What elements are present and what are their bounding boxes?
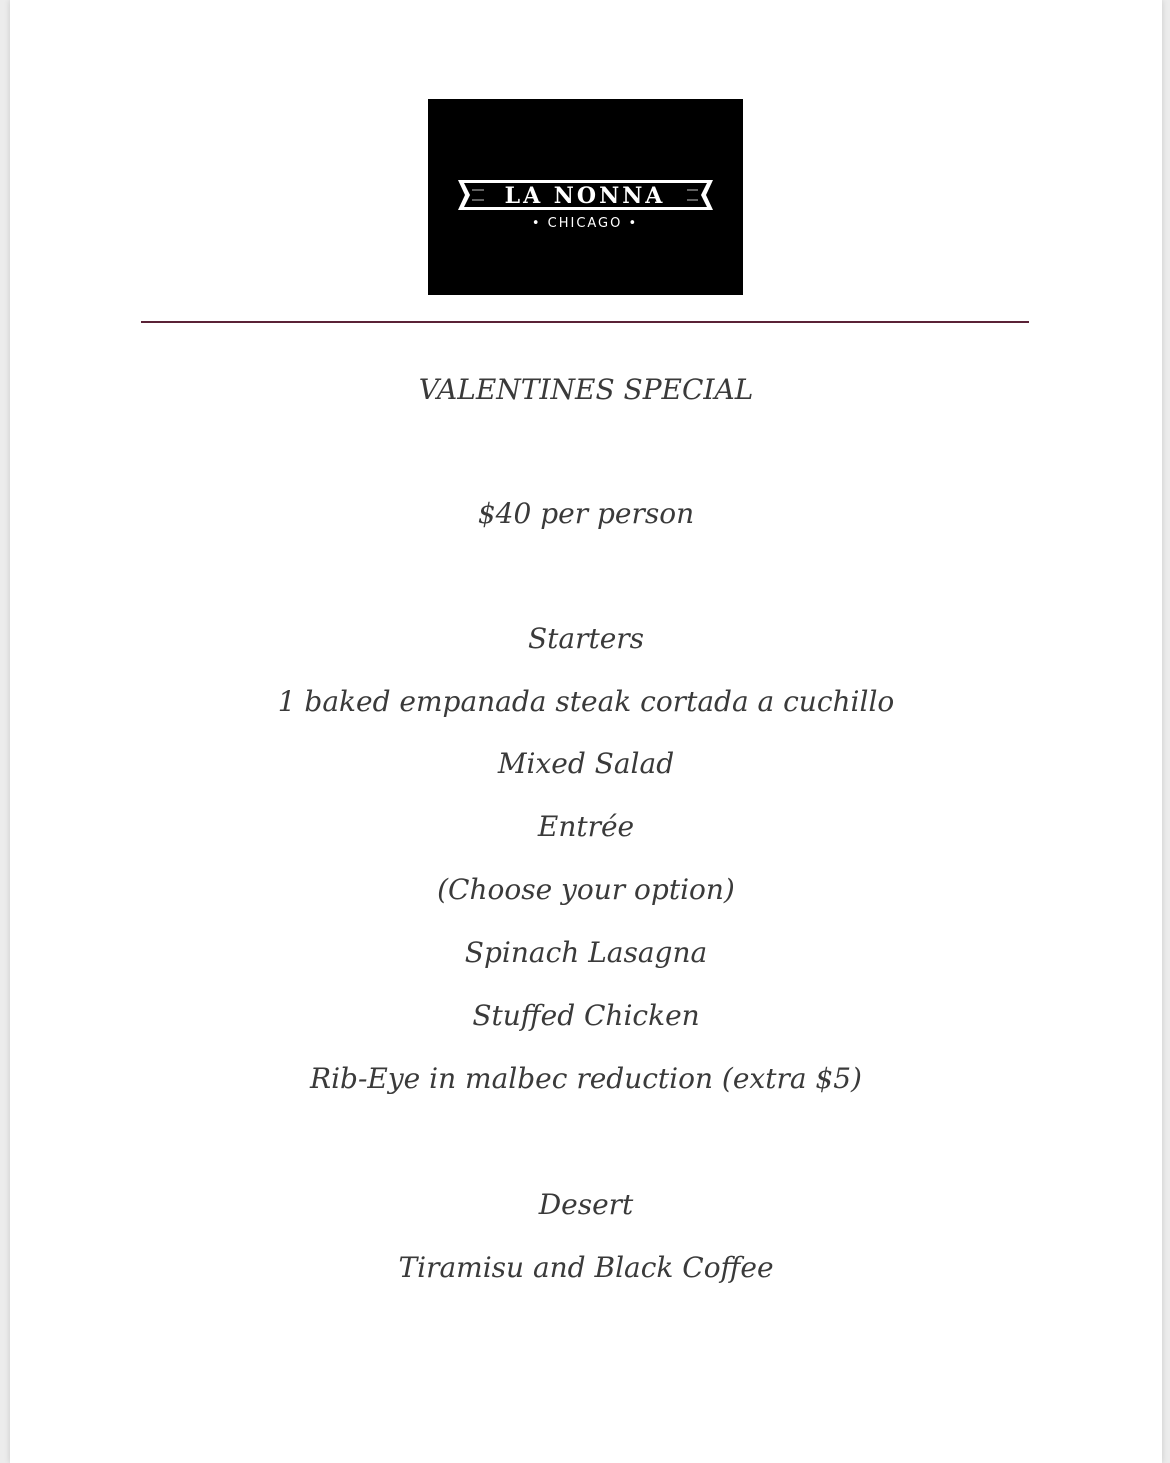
starters-heading: Starters: [527, 622, 645, 655]
dessert-item: Tiramisu and Black Coffee: [398, 1251, 774, 1284]
entree-item: Stuffed Chicken: [472, 999, 700, 1032]
starter-item: Mixed Salad: [497, 747, 675, 780]
entree-item: Rib-Eye in malbec reduction (extra $5): [310, 1062, 862, 1095]
svg-text:LA NONNA: LA NONNA: [504, 183, 666, 209]
la-nonna-logo: [428, 99, 743, 295]
price: $40 per person: [477, 497, 695, 530]
entree-item: Spinach Lasagna: [464, 936, 708, 969]
logo-artwork: [428, 99, 743, 295]
svg-text:• CHICAGO •: • CHICAGO •: [531, 216, 639, 231]
divider-rule: [141, 321, 1029, 323]
dessert-heading: Desert: [538, 1188, 634, 1221]
starter-item: 1 baked empanada steak cortada a cuchillo: [277, 685, 895, 718]
menu-page: [10, 0, 1162, 1463]
menu-title: VALENTINES SPECIAL: [418, 373, 754, 406]
entree-heading: Entrée: [537, 810, 635, 843]
entree-note: (Choose your option): [437, 873, 735, 906]
